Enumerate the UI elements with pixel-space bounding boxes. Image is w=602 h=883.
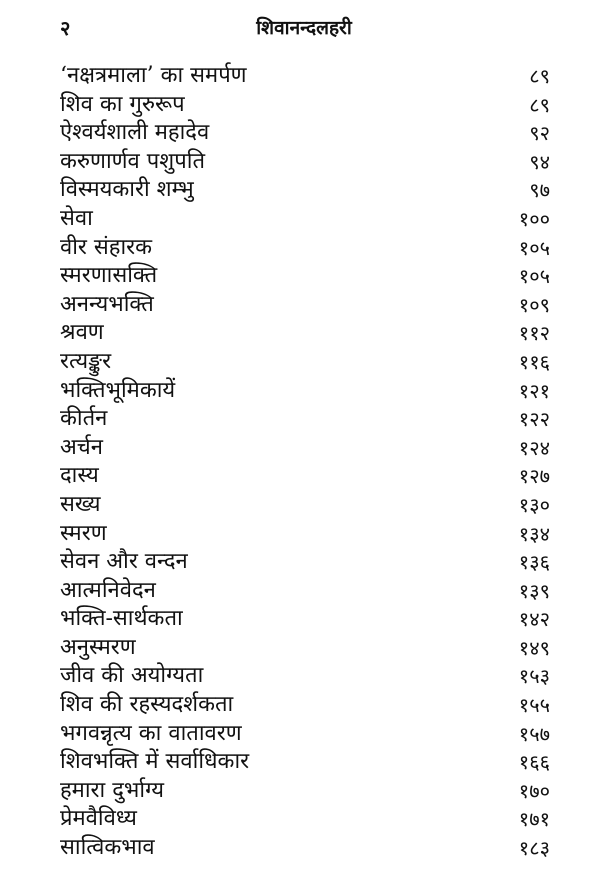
toc-entry-page: १०५: [518, 264, 550, 289]
toc-entry-page: ९२: [529, 121, 550, 146]
toc-entry-title: श्रवण: [60, 320, 104, 346]
toc-entry-page: १००: [518, 206, 550, 231]
table-of-contents: [60, 62, 550, 863]
toc-entry: [60, 291, 550, 320]
toc-entry-page: १२७: [518, 464, 550, 489]
toc-entry-page: १२२: [518, 407, 550, 432]
toc-entry-page: १०९: [518, 292, 550, 317]
toc-entry-page: १७१: [518, 807, 550, 832]
toc-entry-page: १३९: [518, 578, 550, 603]
toc-entry-page: ११६: [518, 349, 550, 374]
toc-entry: [60, 119, 550, 148]
toc-entry: [60, 462, 550, 491]
toc-entry-title: विस्मयकारी शम्भु: [60, 177, 194, 203]
toc-entry-page: १२१: [518, 378, 550, 403]
toc-entry-page: ९४: [529, 149, 550, 174]
toc-entry: [60, 319, 550, 348]
toc-entry: [60, 720, 550, 749]
toc-entry-title: आत्मनिवेदन: [60, 577, 156, 603]
toc-entry: [60, 605, 550, 634]
toc-entry-title: सेवा: [60, 205, 93, 231]
toc-entry-title: वीर संहारक: [60, 234, 153, 260]
toc-entry: [60, 748, 550, 777]
toc-entry-title: ऐश्वर्यशाली महादेव: [60, 120, 210, 146]
toc-entry-title: सेवन और वन्दन: [60, 549, 188, 575]
book-title: शिवानन्दलहरी: [256, 17, 352, 39]
toc-entry-title: प्रेमवैविध्य: [60, 806, 137, 832]
toc-entry: [60, 520, 550, 549]
toc-entry-title: शिवभक्ति में सर्वाधिकार: [60, 749, 250, 775]
toc-entry: [60, 777, 550, 806]
toc-entry-page: ११२: [518, 321, 550, 346]
toc-entry: [60, 577, 550, 606]
toc-entry-title: भक्तिभूमिकायें: [60, 377, 176, 403]
toc-entry-page: १५७: [518, 721, 550, 746]
toc-entry-page: १२४: [518, 435, 550, 460]
toc-entry-page: ९७: [529, 178, 550, 203]
toc-entry: [60, 348, 550, 377]
toc-entry-page: १८३: [518, 836, 550, 861]
toc-entry-title: स्मरण: [60, 520, 107, 546]
toc-entry: [60, 634, 550, 663]
toc-entry-page: १३६: [518, 550, 550, 575]
toc-entry: [60, 691, 550, 720]
toc-entry-page: १३४: [518, 521, 550, 546]
toc-entry-page: १६६: [518, 750, 550, 775]
toc-entry-title: भक्ति-सार्थकता: [60, 606, 183, 632]
toc-entry: [60, 405, 550, 434]
toc-entry-page: १४९: [518, 635, 550, 660]
toc-entry-page: १४२: [518, 607, 550, 632]
toc-entry-page: १७०: [518, 778, 550, 803]
toc-entry-title: दास्य: [60, 463, 99, 489]
toc-entry: [60, 234, 550, 263]
toc-entry: [60, 805, 550, 834]
toc-entry: [60, 91, 550, 120]
toc-entry: [60, 148, 550, 177]
toc-entry-page: १५३: [518, 664, 550, 689]
toc-entry-page: १३०: [518, 492, 550, 517]
toc-entry-title: शिव की रहस्यदर्शकता: [60, 692, 234, 718]
toc-entry-title: भगवन्नृत्य का वातावरण: [60, 720, 242, 746]
toc-entry-title: ‘नक्षत्रमाला’ का समर्पण: [60, 63, 247, 88]
toc-entry-title: करुणार्णव पशुपति: [60, 148, 205, 174]
toc-entry-title: सख्य: [60, 491, 101, 517]
toc-entry-title: रत्यङ्कुर: [60, 348, 112, 374]
toc-entry-title: कीर्तन: [60, 406, 108, 432]
toc-entry: [60, 434, 550, 463]
toc-entry: [60, 491, 550, 520]
toc-entry: [60, 548, 550, 577]
toc-entry-page: ८९: [529, 92, 550, 117]
toc-entry-page: १५५: [518, 693, 550, 718]
toc-entry: [60, 262, 550, 291]
toc-entry-title: अनुस्मरण: [60, 634, 136, 660]
toc-entry: [60, 62, 550, 91]
toc-entry-page: १०५: [518, 235, 550, 260]
page-number: २: [60, 16, 71, 40]
toc-entry-title: हमारा दुर्भाग्य: [60, 777, 165, 803]
toc-entry-page: ८९: [529, 64, 550, 88]
toc-entry-title: शिव का गुरुरूप: [60, 91, 185, 117]
page-header: [60, 14, 548, 44]
toc-entry: [60, 662, 550, 691]
toc-entry-title: सात्विकभाव: [60, 835, 155, 861]
toc-entry: [60, 834, 550, 863]
toc-entry-title: स्मरणासक्ति: [60, 263, 158, 289]
toc-entry-title: अर्चन: [60, 434, 103, 460]
toc-entry: [60, 377, 550, 406]
toc-entry-title: जीव की अयोग्यता: [60, 663, 204, 689]
toc-entry: [60, 205, 550, 234]
toc-entry-title: अनन्यभक्ति: [60, 291, 154, 317]
toc-entry: [60, 176, 550, 205]
